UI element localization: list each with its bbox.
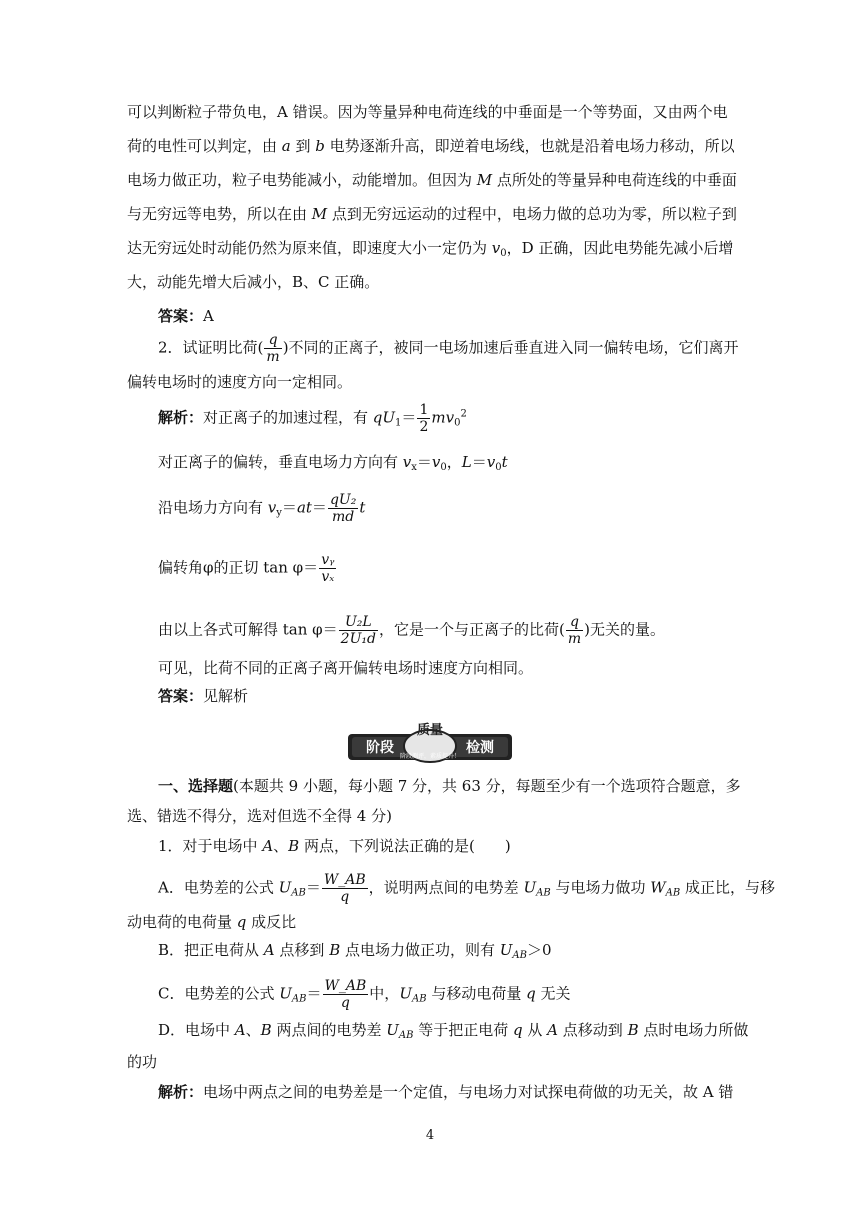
section-heading-line: 选、错选不得分，选对但选不全得 4 分) [127, 807, 392, 825]
banner-left-text: 阶段 [366, 740, 394, 756]
option-a: A．电势差的公式 $U_{AB}=$ $\frac{W\_AB}{q}$ ，说明两点间的电势差 $U_{AB}$ 与电场力做功 $W_{AB}$ 成正比，与移 [158, 872, 775, 905]
section-heading: 一、选择题(本题共 9 小题，每小题 7 分，共 63 分，每题至少有一个选项符合题意，多 [158, 777, 741, 795]
solution-line: 沿电场力方向有 $v_y=at=$ $\frac{\text{qU₂}}{md}$ t [158, 492, 366, 525]
solution-line: 可见，比荷不同的正离子离开偏转电场时速度方向相同。 [158, 659, 534, 677]
answer-line: 答案：见解析 [158, 687, 249, 705]
banner-top-text: 质量 [416, 723, 444, 738]
paragraph-line: 荷的电性可以判定，由 a 到 b 电势逐渐升高，即逆着电场线，也就是沿着电场力移动，所以 [127, 137, 735, 155]
paragraph-line: 与无穷远等电势，所以在由 M 点到无穷远运动的过程中，电场力做的总功为零，所以粒子到 [127, 205, 737, 223]
question-2-line: 偏转电场时的速度方向一定相同。 [127, 373, 353, 391]
solution-line: 由以上各式可解得 tan φ＝ $\frac{\text{U₂L}}{\text{2U₁d}}$ ，它是一个与正离子的比荷( $\frac{q}{m}$ )无关的量。 [158, 614, 665, 647]
solution-line: 解析：对正离子的加速过程，有 $qU_1=$ $\frac{1}{2}$ $mv_0^2$ [158, 402, 467, 435]
paragraph-line: 达无穷远处时动能仍然为原来值，即速度大小一定仍为 $v_0$，D 正确，因此电势能先减小后增 [127, 239, 734, 259]
solution-line: 解析：电场中两点之间的电势差是一个定值，与电场力对试探电荷做的功无关，故 A 错 [158, 1083, 734, 1101]
mc-question-stem: 1．对于电场中 A、B 两点，下列说法正确的是( ) [158, 837, 511, 855]
solution-line: 偏转角φ的正切 tan φ＝ $\frac{\text{vᵧ}}{\text{vₓ}}$ [158, 552, 335, 585]
paragraph-line: 大，动能先增大后减小，B、C 正确。 [127, 273, 380, 291]
question-2: 2．试证明比荷( $\frac{q}{m}$ )不同的正离子，被同一电场加速后垂直进入同一偏转电场，它们离开 [158, 332, 739, 365]
option-c: C．电势差的公式 $U_{AB}=$ $\frac{W\_AB}{q}$ 中，$U_{AB}$ 与移动电荷量 q 无关 [158, 978, 571, 1011]
answer-line: 答案：A [158, 307, 214, 325]
section-banner-graphic [340, 722, 520, 764]
option-d-line: 的功 [127, 1053, 158, 1071]
banner-right-text: 检测 [466, 740, 494, 756]
option-d: D．电场中 A、B 两点间的电势差 $U_{AB}$ 等于把正电荷 q 从 A 点移动到 B 点时电场力所做 [158, 1021, 749, 1041]
banner-subtitle: 阶段测评，素质提升！ [399, 753, 461, 760]
option-b: B．把正电荷从 A 点移到 B 点电场力做正功，则有 $U_{AB}>0$ [158, 941, 552, 961]
paragraph-line: 电场力做正功，粒子电势能减小，动能增加。但因为 M 点所处的等量异种电荷连线的中垂面 [127, 171, 737, 189]
option-a-line: 动电荷的电荷量 q 成反比 [127, 913, 297, 931]
solution-line: 对正离子的偏转，垂直电场力方向有 $v_x=v_0$，$L=v_0t$ [158, 453, 508, 473]
page-number: 4 [425, 1128, 435, 1143]
paragraph-line: 可以判断粒子带负电，A 错误。因为等量异种电荷连线的中垂面是一个等势面，又由两个电 [127, 103, 728, 121]
